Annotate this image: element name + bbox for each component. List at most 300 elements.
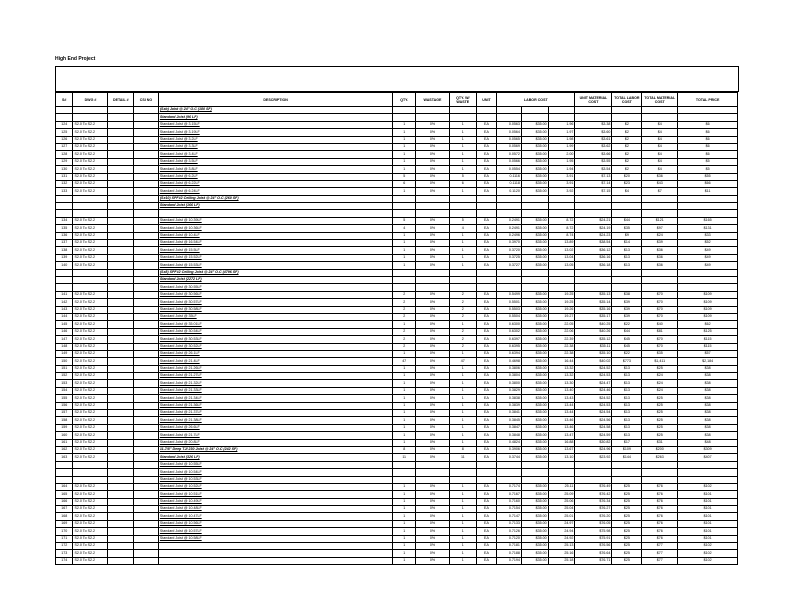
cell-total-labor: $13 xyxy=(612,432,642,439)
cell-labor-rate: 0.0565 xyxy=(497,136,522,143)
table-row xyxy=(56,151,738,158)
cell-detail xyxy=(108,358,134,365)
cell-unit: EA xyxy=(476,454,497,461)
cell-labor-rate: 0.6302 xyxy=(497,328,522,335)
cell-wastage: 0% xyxy=(416,550,450,557)
cell-total-labor xyxy=(612,269,642,276)
cell-labor-price: $35.00 xyxy=(521,129,548,136)
cell-csi xyxy=(134,402,159,409)
cell-qty-waste: 1 xyxy=(449,424,476,431)
cell-labor-price xyxy=(521,107,548,114)
cell-csi xyxy=(134,299,159,306)
cell-wastage xyxy=(416,276,450,283)
cell-unit-material: $24.52 xyxy=(575,395,612,402)
section-row xyxy=(56,210,738,217)
cell-unit-material: $30.82 xyxy=(575,439,612,446)
cell-detail xyxy=(108,410,134,417)
cell-qty-waste: 1 xyxy=(449,528,476,535)
cell-total-labor xyxy=(612,276,642,283)
cell-wastage: 0% xyxy=(416,321,450,328)
cell-labor-rate xyxy=(497,469,522,476)
cell-total-material: $77 xyxy=(642,550,678,557)
cell-unit-material: $76.56 xyxy=(575,543,612,550)
table-row xyxy=(56,328,738,335)
cell-total-labor xyxy=(612,114,642,121)
cell-total-labor: $39 xyxy=(612,313,642,320)
cell-total-labor xyxy=(612,210,642,217)
cell-total-price: $38 xyxy=(678,402,738,409)
cell-unit xyxy=(476,114,497,121)
cell-labor-cost: 2.00 xyxy=(548,151,575,158)
cell-total-price xyxy=(678,195,738,202)
cell-csi xyxy=(134,535,159,542)
cell-labor-cost: 13.32 xyxy=(548,373,575,380)
cell-sn xyxy=(56,469,73,476)
cell-total-labor: $25 xyxy=(612,506,642,513)
table-body xyxy=(56,107,738,565)
col-dwg: DWG # xyxy=(73,93,108,107)
cell-description xyxy=(158,550,393,557)
cell-qty xyxy=(393,107,416,114)
cell-qty-waste: 1 xyxy=(449,262,476,269)
cell-sn xyxy=(56,276,73,283)
cell-detail xyxy=(108,143,134,150)
cell-unit-material: $36.12 xyxy=(575,247,612,254)
cell-description: Standard Joist @ 30.58LF xyxy=(158,306,393,313)
cell-sn: 132 xyxy=(56,180,73,187)
cell-total-material: $31 xyxy=(642,439,678,446)
cell-csi xyxy=(134,410,159,417)
cell-qty: 1 xyxy=(393,543,416,550)
cell-csi xyxy=(134,506,159,513)
cell-total-material: $25 xyxy=(642,432,678,439)
cell-unit-material xyxy=(575,276,612,283)
cell-description: Standard Joist @ 21.26LF xyxy=(158,365,393,372)
cell-wastage: 0% xyxy=(416,424,450,431)
cell-wastage: 0% xyxy=(416,387,450,394)
cell-description: Standard Joist @ 3.15LF xyxy=(158,121,393,128)
cell-qty-waste: 1 xyxy=(449,373,476,380)
cell-total-labor: $39 xyxy=(612,299,642,306)
cell-unit xyxy=(476,276,497,283)
cell-detail xyxy=(108,365,134,372)
cell-total-material: $4 xyxy=(642,166,678,173)
cell-qty: 1 xyxy=(393,350,416,357)
cell-csi xyxy=(134,461,159,468)
cell-detail xyxy=(108,203,134,210)
cell-detail xyxy=(108,284,134,291)
cell-qty-waste xyxy=(449,461,476,468)
cell-total-material: $76 xyxy=(642,535,678,542)
cell-dwg: S2.0 To S2.2 xyxy=(73,247,108,254)
cell-unit: EA xyxy=(476,173,497,180)
cell-total-price: $49 xyxy=(678,247,738,254)
cell-qty-waste: 1 xyxy=(449,247,476,254)
cell-qty: 2 xyxy=(393,299,416,306)
cell-total-price: $48 xyxy=(678,439,738,446)
cell-qty-waste: 2 xyxy=(449,306,476,313)
cell-unit-material: $7.13 xyxy=(575,173,612,180)
cell-dwg: S2.0 To S2.2 xyxy=(73,321,108,328)
cell-wastage: 0% xyxy=(416,557,450,564)
cell-total-labor xyxy=(612,107,642,114)
cell-total-material: $25 xyxy=(642,417,678,424)
cell-dwg: S2.0 To S2.2 xyxy=(73,136,108,143)
cell-dwg: S2.0 To S2.2 xyxy=(73,557,108,564)
section-row xyxy=(56,107,738,114)
cell-description: Standard Joist @ 21.4LF xyxy=(158,358,393,365)
cell-csi xyxy=(134,180,159,187)
cell-qty xyxy=(393,269,416,276)
cell-total-material: $25 xyxy=(642,424,678,431)
cell-total-material: $25 xyxy=(642,395,678,402)
cell-wastage: 0% xyxy=(416,217,450,224)
cell-unit: EA xyxy=(476,143,497,150)
cell-wastage xyxy=(416,210,450,217)
cell-total-price: $66 xyxy=(678,180,738,187)
cell-labor-cost: 1.95 xyxy=(548,158,575,165)
cell-total-material: $97 xyxy=(642,225,678,232)
cell-qty: 1 xyxy=(393,387,416,394)
cell-dwg xyxy=(73,195,108,202)
cell-total-material: $76 xyxy=(642,491,678,498)
cell-total-material: $4 xyxy=(642,158,678,165)
cell-wastage: 0% xyxy=(416,232,450,239)
cell-total-labor: $25 xyxy=(612,557,642,564)
cell-csi xyxy=(134,387,159,394)
cell-unit-material: $40.26 xyxy=(575,328,612,335)
cell-sn xyxy=(56,210,73,217)
cell-unit: EA xyxy=(476,225,497,232)
cell-total-material: $70 xyxy=(642,306,678,313)
cell-csi xyxy=(134,557,159,564)
cell-sn: 126 xyxy=(56,136,73,143)
cell-total-price: $38 xyxy=(678,380,738,387)
section-row xyxy=(56,461,738,468)
cell-wastage xyxy=(416,269,450,276)
cell-qty-waste: 1 xyxy=(449,129,476,136)
cell-qty-waste: 1 xyxy=(449,410,476,417)
cell-unit xyxy=(476,107,497,114)
cell-description: Standard Joist @ 26.6LF xyxy=(158,424,393,431)
cell-sn: 137 xyxy=(56,240,73,247)
cell-detail xyxy=(108,550,134,557)
table-row xyxy=(56,410,738,417)
cell-qty: 4 xyxy=(393,225,416,232)
cell-labor-cost: 13.46 xyxy=(548,417,575,424)
cell-sn: 142 xyxy=(56,299,73,306)
cell-unit-material: $3.60 xyxy=(575,129,612,136)
cell-wastage: 0% xyxy=(416,498,450,505)
table-row xyxy=(56,387,738,394)
table-row xyxy=(56,254,738,261)
cell-labor-cost: 8.74 xyxy=(548,232,575,239)
cell-total-labor: $773 xyxy=(612,358,642,365)
cell-wastage xyxy=(416,461,450,468)
table-row xyxy=(56,121,738,128)
cell-csi xyxy=(134,454,159,461)
cell-total-material xyxy=(642,276,678,283)
cell-labor-price: $35.00 xyxy=(521,151,548,158)
cell-labor-cost xyxy=(548,276,575,283)
cell-labor-rate xyxy=(497,461,522,468)
cell-unit-material: $76.34 xyxy=(575,498,612,505)
cell-labor-price: $35.00 xyxy=(521,143,548,150)
cell-total-material: $36 xyxy=(642,173,678,180)
cell-description: Standard Joist (2272 LF) xyxy=(158,276,393,283)
col-unit: UNIT xyxy=(476,93,497,107)
cell-qty: 1 xyxy=(393,557,416,564)
cell-csi xyxy=(134,129,159,136)
cell-total-price: $102 xyxy=(678,543,738,550)
cell-description xyxy=(158,210,393,217)
cell-qty: 1 xyxy=(393,506,416,513)
section-row xyxy=(56,195,738,202)
cell-sn: 162 xyxy=(56,446,73,453)
table-row xyxy=(56,247,738,254)
cell-description: Standard Joist @ 6.24LF xyxy=(158,188,393,195)
cell-total-material xyxy=(642,195,678,202)
cell-wastage: 0% xyxy=(416,188,450,195)
cell-total-labor: $2 xyxy=(612,143,642,150)
cell-wastage: 0% xyxy=(416,506,450,513)
cell-description: Standard Joist @ 35LF xyxy=(158,313,393,320)
cell-total-labor: $25 xyxy=(612,498,642,505)
cell-total-price: $6 xyxy=(678,129,738,136)
table-row xyxy=(56,166,738,173)
cell-qty-waste: 1 xyxy=(449,158,476,165)
cell-dwg xyxy=(73,476,108,483)
cell-csi xyxy=(134,336,159,343)
cell-unit-material: $24.56 xyxy=(575,417,612,424)
cell-labor-rate: 0.3806 xyxy=(497,365,522,372)
cell-wastage: 0% xyxy=(416,432,450,439)
cell-qty: 2 xyxy=(393,313,416,320)
cell-sn: 136 xyxy=(56,232,73,239)
table-row xyxy=(56,491,738,498)
cell-labor-price xyxy=(521,114,548,121)
cell-unit-material: $35.10 xyxy=(575,350,612,357)
cell-labor-price: $35.00 xyxy=(521,543,548,550)
cell-csi xyxy=(134,262,159,269)
cell-dwg: S2.0 To S2.2 xyxy=(73,491,108,498)
cell-qty-waste: 1 xyxy=(449,498,476,505)
cell-total-price: $11 xyxy=(678,188,738,195)
cell-sn: 124 xyxy=(56,121,73,128)
cell-unit: EA xyxy=(476,232,497,239)
cell-wastage: 0% xyxy=(416,151,450,158)
cell-sn: 125 xyxy=(56,129,73,136)
cell-labor-cost: 13.40 xyxy=(548,387,575,394)
cell-total-labor: $38 xyxy=(612,291,642,298)
cell-unit: EA xyxy=(476,180,497,187)
cell-detail xyxy=(108,461,134,468)
cell-dwg: S2.0 To S2.2 xyxy=(73,424,108,431)
cell-csi xyxy=(134,417,159,424)
cell-wastage: 0% xyxy=(416,380,450,387)
cell-dwg xyxy=(73,107,108,114)
cell-qty: 2 xyxy=(393,336,416,343)
cell-labor-cost: 13.44 xyxy=(548,410,575,417)
cell-detail xyxy=(108,469,134,476)
cell-description: Standard Joist @ 10.47LF xyxy=(158,513,393,520)
cell-unit-material: $76.49 xyxy=(575,483,612,490)
cell-dwg: S2.0 To S2.2 xyxy=(73,262,108,269)
cell-labor-rate xyxy=(497,269,522,276)
cell-qty: 5 xyxy=(393,217,416,224)
cell-dwg: S2.0 To S2.2 xyxy=(73,254,108,261)
cell-wastage xyxy=(416,195,450,202)
cell-qty: 1 xyxy=(393,365,416,372)
cell-labor-rate: 0.4698 xyxy=(497,358,522,365)
cell-total-labor: $25 xyxy=(612,535,642,542)
cell-sn xyxy=(56,269,73,276)
cell-sn xyxy=(56,476,73,483)
cell-qty-waste xyxy=(449,476,476,483)
cell-dwg: S2.0 To S2.2 xyxy=(73,225,108,232)
cell-wastage: 0% xyxy=(416,254,450,261)
cell-sn: 164 xyxy=(56,483,73,490)
cell-total-price: $38 xyxy=(678,432,738,439)
cell-labor-price: $35.00 xyxy=(521,173,548,180)
cell-labor-rate: 0.3800 xyxy=(497,380,522,387)
cell-dwg: S2.0 To S2.2 xyxy=(73,158,108,165)
cell-unit xyxy=(476,195,497,202)
cell-qty-waste: 2 xyxy=(449,328,476,335)
cell-labor-price xyxy=(521,276,548,283)
cell-csi xyxy=(134,446,159,453)
cell-description: Standard Joist @ 3.8LF xyxy=(158,166,393,173)
cell-dwg: S2.0 To S2.2 xyxy=(73,417,108,424)
cell-labor-cost: 13.04 xyxy=(548,254,575,261)
cell-total-material xyxy=(642,210,678,217)
cell-total-price: $49 xyxy=(678,254,738,261)
cell-wastage: 0% xyxy=(416,173,450,180)
cell-description: Standard Joist @ 10.51LF xyxy=(158,491,393,498)
cell-labor-cost xyxy=(548,107,575,114)
cell-labor-price: $35.00 xyxy=(521,520,548,527)
cell-labor-price: $35.00 xyxy=(521,358,548,365)
cell-qty: 1 xyxy=(393,535,416,542)
cell-csi xyxy=(134,491,159,498)
cell-csi xyxy=(134,158,159,165)
cell-total-price: $5 xyxy=(678,166,738,173)
cell-total-material: $36 xyxy=(642,247,678,254)
cell-qty: 1 xyxy=(393,520,416,527)
cell-total-material: $263 xyxy=(642,454,678,461)
cell-unit: EA xyxy=(476,365,497,372)
cell-qty: 1 xyxy=(393,417,416,424)
table-row xyxy=(56,483,738,490)
cell-sn: 156 xyxy=(56,402,73,409)
cell-total-material xyxy=(642,469,678,476)
cell-total-labor: $13 xyxy=(612,380,642,387)
cell-wastage: 0% xyxy=(416,528,450,535)
cell-total-price xyxy=(678,461,738,468)
cell-total-material: $76 xyxy=(642,483,678,490)
cell-labor-cost: 16.88 xyxy=(548,439,575,446)
cell-unit: EA xyxy=(476,424,497,431)
cell-labor-cost: 22.39 xyxy=(548,336,575,343)
cell-csi xyxy=(134,439,159,446)
cell-detail xyxy=(108,506,134,513)
cell-unit-material: $75.91 xyxy=(575,535,612,542)
col-qty-waste: QTY. W/ WASTE xyxy=(449,93,476,107)
cell-total-labor: $39 xyxy=(612,306,642,313)
cell-unit-material: $24.21 xyxy=(575,217,612,224)
cell-dwg: S2.0 To S2.2 xyxy=(73,166,108,173)
cell-sn: 158 xyxy=(56,417,73,424)
cell-labor-cost xyxy=(548,476,575,483)
cell-qty-waste xyxy=(449,269,476,276)
cell-detail xyxy=(108,402,134,409)
cell-wastage: 0% xyxy=(416,417,450,424)
cell-total-material: $200 xyxy=(642,446,678,453)
cell-labor-price: $35.00 xyxy=(521,491,548,498)
cell-dwg: S2.0 To S2.2 xyxy=(73,410,108,417)
cell-labor-price: $35.00 xyxy=(521,513,548,520)
cell-detail xyxy=(108,188,134,195)
cell-total-price: $38 xyxy=(678,424,738,431)
cell-dwg: S2.0 To S2.2 xyxy=(73,454,108,461)
cell-total-labor xyxy=(612,203,642,210)
cell-qty: 1 xyxy=(393,410,416,417)
cell-description: Standard Joist @ 30.56LF xyxy=(158,291,393,298)
cell-qty: 1 xyxy=(393,395,416,402)
cell-total-labor: $2 xyxy=(612,129,642,136)
cell-labor-cost: 8.72 xyxy=(548,217,575,224)
cell-description: Standard Joist (166 LF) xyxy=(158,203,393,210)
cell-labor-price: $35.00 xyxy=(521,454,548,461)
cell-csi xyxy=(134,143,159,150)
cell-labor-cost xyxy=(548,284,575,291)
cell-labor-rate: 0.3720 xyxy=(497,247,522,254)
cell-total-labor: $25 xyxy=(612,543,642,550)
cell-dwg xyxy=(73,203,108,210)
cell-unit xyxy=(476,269,497,276)
cell-total-labor: $144 xyxy=(612,454,642,461)
cell-qty: 1 xyxy=(393,121,416,128)
cell-labor-price: $35.00 xyxy=(521,166,548,173)
table-row xyxy=(56,535,738,542)
cell-total-labor: $25 xyxy=(612,483,642,490)
cell-labor-rate: 0.3848 xyxy=(497,432,522,439)
cell-qty: 1 xyxy=(393,513,416,520)
cell-qty: 11 xyxy=(393,454,416,461)
cell-qty: 1 xyxy=(393,136,416,143)
cell-labor-price: $35.00 xyxy=(521,232,548,239)
cell-wastage: 0% xyxy=(416,439,450,446)
cell-dwg: S2.0 To S2.2 xyxy=(73,143,108,150)
cell-unit: EA xyxy=(476,306,497,313)
cell-dwg: S2.0 To S2.2 xyxy=(73,217,108,224)
cell-sn: 138 xyxy=(56,247,73,254)
cell-qty: 1 xyxy=(393,151,416,158)
cell-csi xyxy=(134,350,159,357)
cell-description: Standard Joist @ 10.52LF xyxy=(158,483,393,490)
cell-total-material: $77 xyxy=(642,543,678,550)
cell-unit xyxy=(476,203,497,210)
cell-qty: 2 xyxy=(393,328,416,335)
cell-dwg: S2.0 To S2.2 xyxy=(73,520,108,527)
cell-labor-price: $35.00 xyxy=(521,306,548,313)
cell-qty-waste: 1 xyxy=(449,151,476,158)
cell-labor-rate xyxy=(497,476,522,483)
cell-total-labor: $25 xyxy=(612,550,642,557)
cell-qty-waste: 1 xyxy=(449,520,476,527)
cell-unit-material: $24.58 xyxy=(575,424,612,431)
cell-unit-material: $40.02 xyxy=(575,358,612,365)
